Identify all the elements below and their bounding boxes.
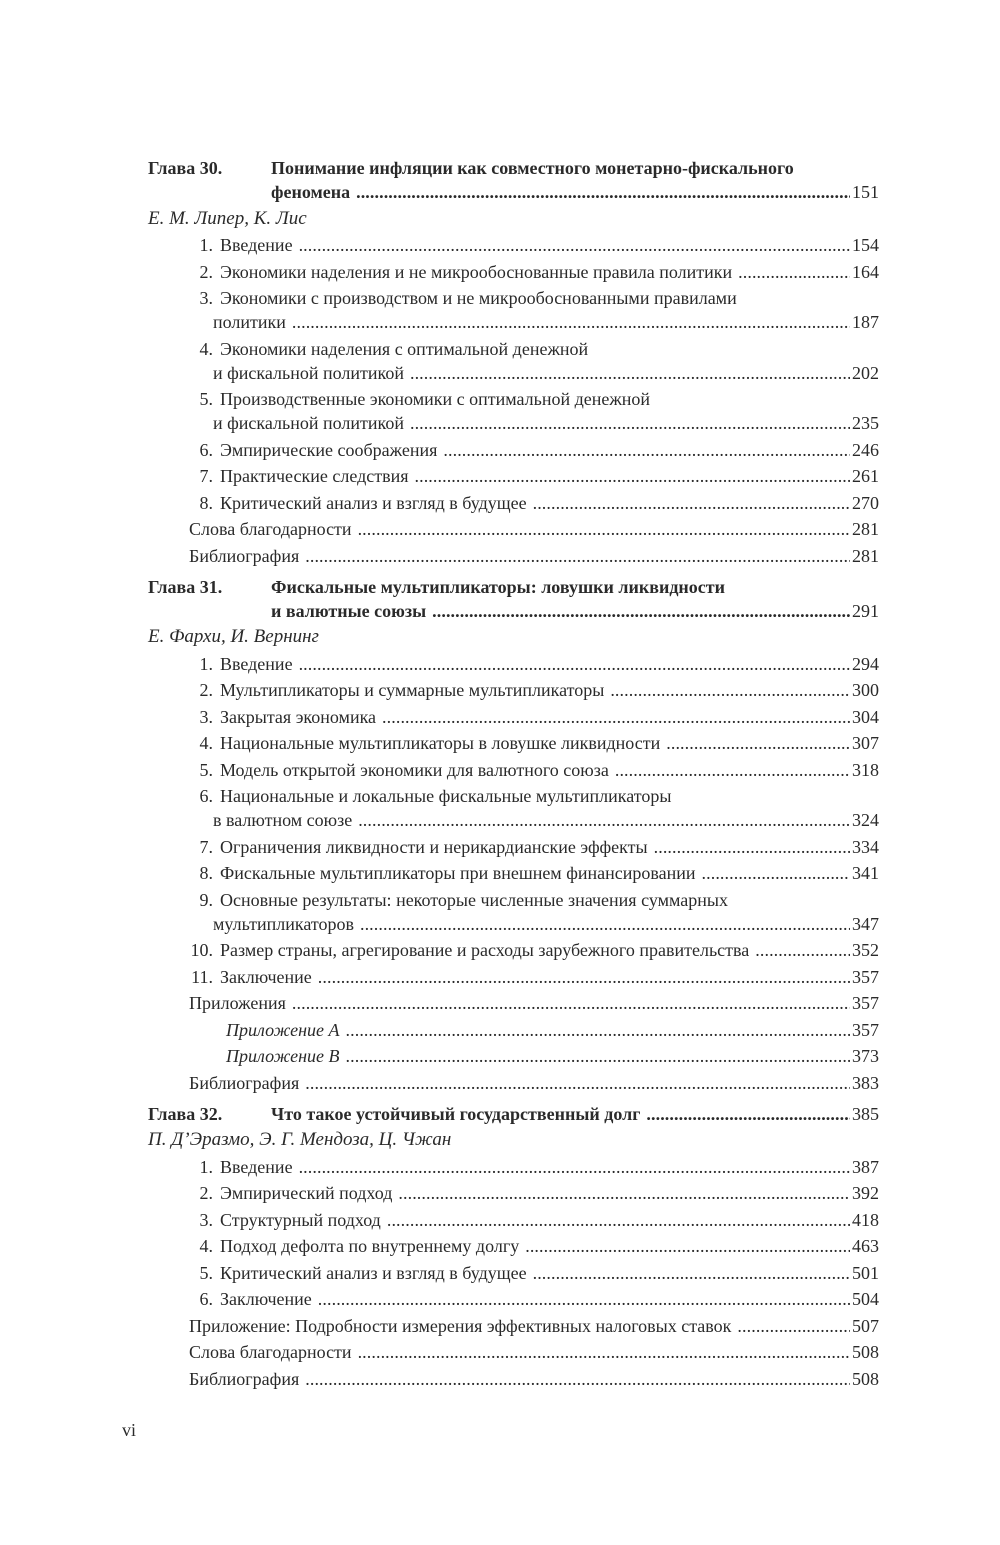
entry-line <box>148 912 879 936</box>
entry-number: 2. <box>199 1183 213 1203</box>
toc-entry <box>148 1018 879 1042</box>
dot-leader <box>299 233 850 257</box>
page-ref: 507 <box>852 1315 879 1336</box>
chapter-authors <box>148 625 879 649</box>
entry-line <box>148 1261 879 1285</box>
entry-title: и валютные союзы <box>271 600 427 621</box>
entry-number: 8. <box>199 492 213 513</box>
page-ref: 352 <box>852 940 879 960</box>
entry-line <box>148 758 879 782</box>
page-ref: 508 <box>852 1342 879 1362</box>
dot-leader <box>305 1071 850 1095</box>
toc-entry <box>148 1155 879 1179</box>
toc-entry <box>148 491 879 515</box>
chapter-heading <box>148 575 879 623</box>
chapter-heading <box>148 1102 879 1126</box>
toc-entry <box>148 337 879 385</box>
page-ref: 357 <box>852 993 879 1013</box>
dot-leader <box>702 861 850 885</box>
entry-title: в валютном союзе <box>213 810 353 830</box>
entry-title: Понимание инфляции как совместного монетарно-фискального <box>271 158 794 178</box>
dot-leader <box>292 991 850 1015</box>
entry-line <box>148 991 879 1015</box>
entry-number: 2. <box>199 680 213 700</box>
toc-entry <box>148 1367 879 1391</box>
entry-title: Эмпирические соображения <box>220 439 438 460</box>
page-ref: 318 <box>852 759 879 780</box>
page-ref: 270 <box>852 492 879 513</box>
entry-title: Приложение A <box>226 1019 340 1040</box>
entry-line <box>148 1102 879 1126</box>
entry-line <box>148 337 879 361</box>
entry-line <box>148 387 879 411</box>
toc-entry <box>148 784 879 832</box>
entry-line <box>148 784 879 808</box>
dot-leader <box>525 1234 850 1258</box>
dot-leader <box>415 464 851 488</box>
entry-title: и фискальной политикой <box>213 413 404 433</box>
page-ref: 373 <box>852 1046 879 1066</box>
entry-title: Приложение B <box>226 1046 340 1066</box>
entry-title: Слова благодарности <box>189 1342 352 1362</box>
entry-title: Приложение: Подробности измерения эффективных налоговых ставок <box>189 1315 732 1336</box>
toc-entry <box>148 965 879 989</box>
dot-leader <box>737 1314 850 1338</box>
entry-title: Основные результаты: некоторые численные значения суммарных <box>220 889 728 910</box>
dot-leader <box>292 310 850 334</box>
dot-leader <box>299 652 850 676</box>
entry-number: 5. <box>199 389 213 409</box>
entry-number: 7. <box>199 466 213 486</box>
dot-leader <box>358 517 850 541</box>
entry-title: Заключение <box>220 1289 312 1309</box>
entry-line <box>148 1155 879 1179</box>
entry-number: 4. <box>199 1236 213 1256</box>
page-ref: 154 <box>852 235 879 255</box>
entry-line <box>148 599 879 623</box>
dot-leader <box>654 835 850 859</box>
entry-title: Библиография <box>189 1072 300 1093</box>
dot-leader <box>318 1287 850 1311</box>
entry-title: Закрытая экономика <box>220 706 377 727</box>
entry-title: Национальные и локальные фискальные мультипликаторы <box>220 786 672 806</box>
entry-number: 7. <box>199 836 213 857</box>
entry-title: Структурный подход <box>220 1209 381 1230</box>
entry-line <box>148 835 879 859</box>
entry-number: 11. <box>191 966 213 987</box>
page-ref: 501 <box>852 1262 879 1283</box>
entry-line <box>148 180 879 204</box>
toc-entry <box>148 1071 879 1095</box>
toc-entry <box>148 286 879 334</box>
entry-title: Мультипликаторы и суммарные мультипликаторы <box>220 680 605 700</box>
entry-line <box>148 1340 879 1364</box>
page-ref: 281 <box>852 545 879 566</box>
entry-line <box>148 652 879 676</box>
entry-line <box>148 575 879 599</box>
authors-line: П. Д’Эразмо, Э. Г. Мендоза, Ц. Чжан <box>148 1129 452 1150</box>
page-ref: 307 <box>852 733 879 753</box>
dot-leader <box>610 678 850 702</box>
entry-number: 5. <box>199 1262 213 1283</box>
page-ref: 235 <box>852 413 879 433</box>
toc-entry <box>148 233 879 257</box>
entry-title: Размер страны, агрегирование и расходы зарубежного правительства <box>220 940 750 960</box>
page-ref: 347 <box>852 913 879 934</box>
page-ref: 387 <box>852 1156 879 1177</box>
page-ref: 357 <box>852 966 879 987</box>
page-ref: 357 <box>852 1019 879 1040</box>
entry-line <box>148 286 879 310</box>
dot-leader <box>410 361 850 385</box>
page-ref: 383 <box>852 1072 879 1093</box>
entry-number: 3. <box>199 706 213 727</box>
entry-line <box>148 233 879 257</box>
entry-line <box>148 1018 879 1042</box>
entry-title: Слова благодарности <box>189 519 352 539</box>
dot-leader <box>615 758 850 782</box>
entry-number: 6. <box>199 786 213 806</box>
page-ref: 187 <box>852 312 879 332</box>
page-ref: 324 <box>852 810 879 830</box>
dot-leader <box>382 705 850 729</box>
entry-title: Заключение <box>220 966 312 987</box>
page-ref: 504 <box>852 1289 879 1309</box>
dot-leader <box>646 1102 850 1126</box>
toc-entry <box>148 1340 879 1364</box>
entry-line <box>148 1314 879 1338</box>
page-ref: 164 <box>852 261 879 282</box>
entry-number: 5. <box>199 759 213 780</box>
entry-line <box>148 310 879 334</box>
dot-leader <box>346 1018 850 1042</box>
entry-line <box>148 464 879 488</box>
authors-line: Е. М. Липер, К. Лис <box>148 207 307 229</box>
entry-title: Подход дефолта по внутреннему долгу <box>220 1236 520 1256</box>
toc-entry <box>148 678 879 702</box>
entry-number: 9. <box>199 889 213 910</box>
entry-title: Фискальные мультипликаторы: ловушки ликвидности <box>271 576 726 597</box>
dot-leader <box>755 938 850 962</box>
chapter-authors <box>148 207 879 231</box>
entry-number: Глава 32. <box>148 1103 223 1124</box>
toc-entry <box>148 1044 879 1068</box>
entry-number: 6. <box>199 439 213 460</box>
page-ref: 202 <box>852 362 879 383</box>
page-ref: 334 <box>852 836 879 857</box>
dot-leader <box>305 544 850 568</box>
dot-leader <box>443 438 850 462</box>
entry-number: 1. <box>199 653 213 674</box>
entry-line <box>148 965 879 989</box>
toc-entry <box>148 888 879 936</box>
entry-number: 3. <box>199 288 213 308</box>
entry-number: 8. <box>199 863 213 883</box>
entry-title: Что такое устойчивый государственный долг <box>271 1103 641 1124</box>
page-ref: 341 <box>852 863 879 883</box>
entry-title: Практические следствия <box>220 466 409 486</box>
toc-entry <box>148 260 879 284</box>
entry-title: феномена <box>271 182 351 202</box>
page-number: vi <box>122 1420 137 1440</box>
page-ref: 300 <box>852 680 879 700</box>
dot-leader <box>305 1367 850 1391</box>
toc-entry <box>148 731 879 755</box>
page-ref: 246 <box>852 439 879 460</box>
entry-line <box>148 411 879 435</box>
entry-title: Производственные экономики с оптимальной денежной <box>220 389 651 409</box>
entry-line <box>148 156 879 180</box>
entry-title: Библиография <box>189 1368 300 1389</box>
page-ref: 151 <box>852 182 879 202</box>
page-ref: 418 <box>852 1209 879 1230</box>
entry-title: мультипликаторов <box>213 913 354 934</box>
chapter-authors <box>148 1128 879 1152</box>
dot-leader <box>360 912 850 936</box>
entry-line <box>148 1181 879 1205</box>
page-ref: 463 <box>852 1236 879 1256</box>
dot-leader <box>738 260 850 284</box>
entry-line <box>148 260 879 284</box>
page-ref: 261 <box>852 466 879 486</box>
entry-title: Эмпирический подход <box>220 1183 393 1203</box>
dot-leader <box>533 491 850 515</box>
toc-entry <box>148 517 879 541</box>
page-ref: 385 <box>852 1103 879 1124</box>
entry-number: 6. <box>199 1289 213 1309</box>
toc-entry <box>148 861 879 885</box>
toc-entry <box>148 1314 879 1338</box>
entry-title: Критический анализ и взгляд в будущее <box>220 1262 527 1283</box>
entry-line <box>148 438 879 462</box>
dot-leader <box>358 1340 850 1364</box>
entry-title: Фискальные мультипликаторы при внешнем финансировании <box>220 863 696 883</box>
page-ref: 304 <box>852 706 879 727</box>
entry-line <box>148 491 879 515</box>
page-ref: 392 <box>852 1183 879 1203</box>
entry-number: Глава 31. <box>148 576 223 597</box>
entry-number: 3. <box>199 1209 213 1230</box>
entry-title: и фискальной политикой <box>213 362 404 383</box>
entry-line <box>148 1208 879 1232</box>
entry-number: 10. <box>190 940 213 960</box>
toc-entry <box>148 1208 879 1232</box>
entry-number: 4. <box>199 338 213 359</box>
entry-line <box>148 705 879 729</box>
page-ref: 291 <box>852 600 879 621</box>
chapter-heading <box>148 156 879 204</box>
table-of-contents <box>148 149 879 1393</box>
toc-entry <box>148 1287 879 1311</box>
entry-line <box>148 888 879 912</box>
entry-title: Экономики наделения с оптимальной денежной <box>220 338 589 359</box>
dot-leader <box>398 1181 850 1205</box>
page-ref: 281 <box>852 519 879 539</box>
dot-leader <box>666 731 850 755</box>
dot-leader <box>318 965 850 989</box>
entry-title: Библиография <box>189 545 300 566</box>
toc-entry <box>148 652 879 676</box>
dot-leader <box>432 599 850 623</box>
entry-line <box>148 544 879 568</box>
toc-entry <box>148 464 879 488</box>
entry-line <box>148 808 879 832</box>
entry-number: 2. <box>199 261 213 282</box>
toc-entry <box>148 438 879 462</box>
toc-entry <box>148 991 879 1015</box>
entry-number: Глава 30. <box>148 158 223 178</box>
entry-title: Приложения <box>189 993 286 1013</box>
entry-number: 4. <box>199 733 213 753</box>
entry-line <box>148 1044 879 1068</box>
entry-line <box>148 678 879 702</box>
entry-line <box>148 731 879 755</box>
page-ref: 294 <box>852 653 879 674</box>
entry-title: Национальные мультипликаторы в ловушке ликвидности <box>220 733 661 753</box>
entry-title: Модель открытой экономики для валютного союза <box>220 759 609 780</box>
dot-leader <box>410 411 850 435</box>
entry-number: 1. <box>199 235 213 255</box>
entry-line <box>148 1071 879 1095</box>
entry-title: политики <box>213 312 286 332</box>
entry-line <box>148 938 879 962</box>
toc-entry <box>148 705 879 729</box>
entry-title: Экономики с производством и не микрообоснованными правилами <box>220 288 737 308</box>
entry-title: Введение <box>220 235 293 255</box>
toc-entry <box>148 1261 879 1285</box>
entry-number: 1. <box>199 1156 213 1177</box>
page-ref: 508 <box>852 1368 879 1389</box>
toc-entry <box>148 1234 879 1258</box>
authors-line: Е. Фархи, И. Вернинг <box>148 626 319 647</box>
entry-title: Введение <box>220 1156 293 1177</box>
toc-entry <box>148 938 879 962</box>
dot-leader <box>299 1155 850 1179</box>
toc-entry <box>148 544 879 568</box>
toc-entry <box>148 835 879 859</box>
dot-leader <box>358 808 850 832</box>
toc-entry <box>148 758 879 782</box>
entry-title: Критический анализ и взгляд в будущее <box>220 492 527 513</box>
toc-entry <box>148 1181 879 1205</box>
entry-line <box>148 1287 879 1311</box>
dot-leader <box>346 1044 850 1068</box>
entry-line <box>148 517 879 541</box>
entry-title: Экономики наделения и не микрообоснованные правила политики <box>220 261 733 282</box>
entry-line <box>148 861 879 885</box>
dot-leader <box>387 1208 850 1232</box>
entry-line <box>148 1234 879 1258</box>
dot-leader <box>356 180 850 204</box>
toc-entry <box>148 387 879 435</box>
dot-leader <box>533 1261 850 1285</box>
entry-line <box>148 1367 879 1391</box>
entry-line <box>148 361 879 385</box>
entry-title: Ограничения ликвидности и нерикардианские эффекты <box>220 836 648 857</box>
entry-title: Введение <box>220 653 293 674</box>
